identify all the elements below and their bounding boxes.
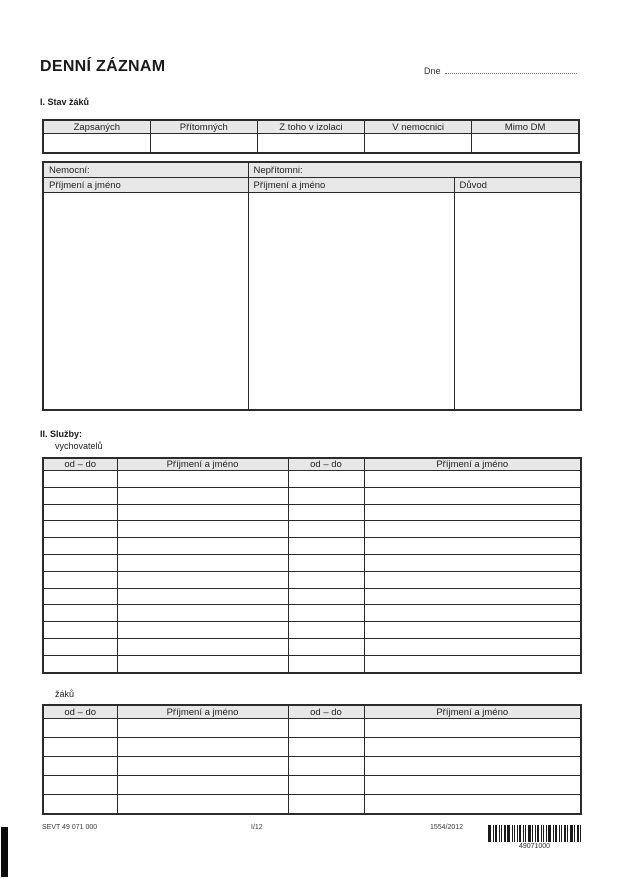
empty-cell	[117, 554, 288, 571]
barcode-bar	[523, 825, 524, 842]
sick-name-header: Příjmení a jméno	[43, 178, 248, 193]
empty-cell	[364, 757, 581, 776]
empty-cell	[43, 776, 117, 795]
empty-cell	[288, 538, 364, 555]
barcode-bar	[525, 825, 526, 842]
empty-row	[43, 757, 581, 776]
empty-cell	[43, 521, 117, 538]
status-table	[42, 119, 580, 154]
empty-row	[43, 504, 581, 521]
status-value-row	[43, 134, 579, 154]
barcode-bar	[495, 825, 497, 842]
empty-cell	[117, 571, 288, 588]
educators-header-row	[43, 458, 581, 471]
barcode-bar	[519, 825, 521, 842]
barcode-bar	[512, 825, 513, 842]
col-zapsanych: Zapsaných	[43, 120, 150, 134]
educators-label: vychovatelů	[55, 441, 103, 451]
empty-cell	[364, 504, 581, 521]
empty-cell	[117, 738, 288, 757]
empty-cell	[364, 538, 581, 555]
empty-row	[43, 738, 581, 757]
section-2-heading: II. Služby:	[40, 429, 83, 439]
empty-cell	[43, 134, 150, 154]
empty-cell	[43, 655, 117, 672]
empty-row	[43, 655, 581, 672]
col-od-do: od – do	[288, 705, 364, 719]
col-od-do: od – do	[43, 458, 117, 471]
col-name: Příjmení a jméno	[364, 705, 581, 719]
col-od-do: od – do	[43, 705, 117, 719]
empty-cell	[364, 521, 581, 538]
empty-row	[43, 605, 581, 622]
barcode-bar	[507, 825, 510, 842]
empty-cell	[472, 134, 579, 154]
empty-cell	[43, 538, 117, 555]
barcode-bar	[577, 825, 579, 842]
barcode-bar	[535, 825, 536, 842]
empty-cell	[288, 571, 364, 588]
reason-header: Důvod	[454, 178, 581, 193]
scan-edge-mark	[1, 827, 8, 877]
empty-cell	[43, 487, 117, 504]
barcode-bar	[574, 825, 575, 842]
absent-group-header: Nepřítomni:	[248, 162, 581, 178]
barcode-bar	[553, 825, 554, 842]
empty-row	[43, 588, 581, 605]
empty-cell	[454, 193, 581, 411]
empty-cell	[365, 134, 472, 154]
empty-cell	[117, 622, 288, 639]
empty-cell	[288, 719, 364, 738]
col-od-do: od – do	[288, 458, 364, 471]
barcode-bar	[561, 825, 562, 842]
empty-cell	[288, 795, 364, 815]
empty-cell	[43, 193, 248, 411]
empty-row	[43, 554, 581, 571]
page-title: DENNÍ ZÁZNAM	[40, 58, 166, 75]
empty-cell	[248, 193, 454, 411]
sick-group-header: Nemocní:	[43, 162, 248, 178]
barcode-bar	[488, 825, 491, 842]
empty-cell	[288, 588, 364, 605]
col-nemocnice: V nemocnici	[365, 120, 472, 134]
empty-cell	[117, 757, 288, 776]
barcode-bar	[537, 825, 539, 842]
empty-cell	[364, 655, 581, 672]
absent-name-header: Příjmení a jméno	[248, 178, 454, 193]
col-name: Příjmení a jméno	[117, 705, 288, 719]
barcode-bar	[504, 825, 506, 842]
empty-cell	[288, 738, 364, 757]
empty-cell	[364, 487, 581, 504]
status-header-row	[43, 120, 579, 134]
barcode-bar	[543, 825, 544, 842]
empty-cell	[117, 487, 288, 504]
empty-cell	[43, 622, 117, 639]
empty-cell	[364, 776, 581, 795]
empty-cell	[364, 622, 581, 639]
barcode-bar	[517, 825, 518, 842]
absence-body-row	[43, 193, 581, 411]
empty-cell	[117, 655, 288, 672]
empty-row	[43, 776, 581, 795]
pupils-label: žáků	[55, 689, 75, 699]
barcode-bar	[567, 825, 568, 842]
barcode-bar	[514, 825, 515, 842]
empty-cell	[43, 638, 117, 655]
barcode-bar	[559, 825, 560, 842]
empty-cell	[43, 605, 117, 622]
empty-row	[43, 487, 581, 504]
date-line	[424, 63, 577, 76]
empty-row	[43, 638, 581, 655]
barcode-number: 49071000	[518, 843, 551, 850]
pupils-header-row	[43, 705, 581, 719]
empty-cell	[288, 554, 364, 571]
empty-row	[43, 795, 581, 815]
barcode-bar	[541, 825, 542, 842]
barcode-bar	[580, 825, 581, 842]
empty-cell	[364, 605, 581, 622]
col-izolace: Z toho v izolaci	[257, 120, 364, 134]
barcode-bar	[548, 825, 551, 842]
empty-row	[43, 719, 581, 738]
empty-cell	[364, 719, 581, 738]
empty-row	[43, 622, 581, 639]
empty-row	[43, 471, 581, 488]
order-code: 1554/2012	[430, 824, 464, 831]
barcode-bar	[493, 825, 494, 842]
empty-cell	[117, 719, 288, 738]
empty-cell	[288, 487, 364, 504]
barcode-bar	[570, 825, 573, 842]
empty-cell	[43, 588, 117, 605]
section-1-heading: I. Stav žáků	[40, 97, 90, 107]
empty-cell	[288, 605, 364, 622]
empty-cell	[117, 638, 288, 655]
empty-cell	[117, 521, 288, 538]
empty-cell	[43, 471, 117, 488]
empty-cell	[43, 504, 117, 521]
print-code: I/12	[251, 824, 263, 831]
empty-cell	[117, 588, 288, 605]
barcode-bar	[501, 825, 502, 842]
empty-cell	[43, 795, 117, 815]
form-code: SEVT 49 071 000	[42, 824, 98, 831]
barcode-bar	[499, 825, 500, 842]
empty-cell	[43, 719, 117, 738]
empty-cell	[288, 655, 364, 672]
barcode-bar	[564, 825, 566, 842]
empty-cell	[150, 134, 257, 154]
empty-cell	[117, 504, 288, 521]
barcode-icon	[488, 825, 581, 842]
barcode-bar	[555, 825, 557, 842]
date-dotted-line	[445, 63, 577, 74]
educators-duty-table	[42, 457, 582, 674]
empty-cell	[364, 638, 581, 655]
empty-cell	[117, 605, 288, 622]
barcode-bar	[532, 825, 533, 842]
empty-cell	[117, 538, 288, 555]
empty-cell	[288, 471, 364, 488]
empty-cell	[117, 776, 288, 795]
col-name: Příjmení a jméno	[364, 458, 581, 471]
empty-row	[43, 538, 581, 555]
barcode-bar	[528, 825, 531, 842]
empty-cell	[288, 776, 364, 795]
col-name: Příjmení a jméno	[117, 458, 288, 471]
empty-cell	[288, 622, 364, 639]
empty-cell	[364, 554, 581, 571]
barcode-bar	[546, 825, 547, 842]
col-pritomnych: Přítomných	[150, 120, 257, 134]
col-mimo-dm: Mimo DM	[472, 120, 579, 134]
empty-row	[43, 521, 581, 538]
empty-cell	[43, 738, 117, 757]
absence-columns-row	[43, 178, 581, 193]
empty-cell	[288, 638, 364, 655]
empty-cell	[364, 588, 581, 605]
empty-cell	[117, 795, 288, 815]
empty-cell	[364, 795, 581, 815]
empty-cell	[43, 757, 117, 776]
empty-cell	[364, 571, 581, 588]
absence-group-row	[43, 162, 581, 178]
date-label: Dne	[424, 66, 441, 76]
empty-cell	[257, 134, 364, 154]
pupils-duty-table	[42, 704, 582, 815]
empty-row	[43, 571, 581, 588]
empty-cell	[43, 554, 117, 571]
empty-cell	[364, 738, 581, 757]
absence-table	[42, 161, 582, 411]
empty-cell	[288, 757, 364, 776]
empty-cell	[288, 504, 364, 521]
empty-cell	[288, 521, 364, 538]
empty-cell	[364, 471, 581, 488]
empty-cell	[43, 571, 117, 588]
empty-cell	[117, 471, 288, 488]
